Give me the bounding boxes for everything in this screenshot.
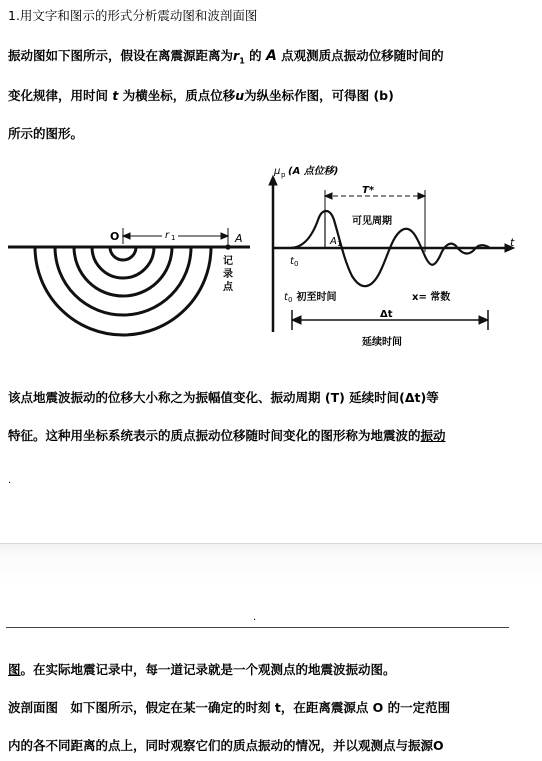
y-axis-paren: (A 点位移) — [288, 166, 339, 177]
seismic-figure — [0, 160, 542, 360]
first-arrival-sub: 0 — [288, 296, 293, 304]
page-gap — [0, 543, 542, 583]
recorder-char-2: 录 — [223, 269, 233, 280]
recorder-char-1: 记 — [223, 256, 233, 267]
horizontal-rule — [6, 627, 509, 628]
wavefront-arc-2 — [92, 247, 154, 278]
recorder-char-3: 点 — [223, 282, 233, 293]
stray-dot-2: · — [253, 615, 257, 626]
amplitude-sub: 1 — [337, 240, 342, 248]
x-axis-label: t — [510, 236, 515, 249]
underlined-text: 振动 — [420, 428, 446, 443]
wavefront-diagram — [8, 228, 250, 335]
distance-label-sub: 1 — [171, 234, 176, 242]
wavefront-arc-3 — [74, 247, 172, 296]
math-A: A — [265, 48, 277, 64]
text-run: 点观测质点振动位移随时间的 — [276, 48, 444, 63]
y-axis-label: μ — [274, 166, 281, 177]
paragraph-2-line-2 — [8, 426, 446, 444]
paragraph-4-line-1: 波剖面图 如下图所示，假定在某一确定的时刻 t，在距离震源点 O 的一定范围 — [8, 700, 451, 715]
text-run: 特征。这种用坐标系统表示的质点振动位移随时间变化的图形称为地震波的 — [8, 428, 421, 443]
distance-arrowhead-left — [123, 233, 130, 239]
y-axis-arrowhead — [269, 176, 277, 185]
paragraph-3-line-1 — [8, 660, 396, 678]
period-arrowhead-left — [325, 193, 332, 199]
amplitude-label: A — [330, 236, 337, 247]
wavefront-arc-1 — [110, 247, 136, 260]
duration-arrowhead-left — [292, 316, 301, 324]
point-label-A: A — [235, 232, 243, 245]
section-heading: 1.用文字和图示的形式分析震动图和波剖面图 — [8, 8, 258, 23]
page-gap-border — [0, 543, 542, 544]
constant-text: x= 常数 — [412, 292, 451, 303]
period-arrowhead-right — [418, 193, 425, 199]
paragraph-1-line-2 — [8, 86, 394, 104]
text-run: 为纵坐标作图，可得图 (b) — [244, 88, 394, 103]
math-r: r — [233, 48, 240, 63]
origin-label-O: O — [110, 230, 120, 243]
text-run: 的 — [244, 48, 266, 63]
math-u: u — [235, 88, 245, 103]
first-arrival-text: 初至时间 — [293, 292, 337, 303]
paragraph-1-line-3: 所示的图形。 — [8, 126, 84, 141]
math-sub: 1 — [239, 56, 245, 66]
first-arrival-t: t — [284, 292, 288, 303]
math-t: t — [112, 88, 119, 103]
recording-point-marker — [226, 245, 230, 249]
y-axis-sub: p — [281, 171, 286, 179]
distance-arrowhead-right — [221, 233, 228, 239]
text-run: 振动图如下图所示，假设在离震源距离为 — [8, 48, 234, 63]
paragraph-1-line-1 — [8, 46, 444, 66]
text-run: 变化规律，用时间 — [8, 88, 113, 103]
t0-sub: 0 — [294, 260, 299, 268]
stray-dot-1: · — [8, 478, 12, 489]
duration-label: Δt — [380, 309, 393, 320]
duration-arrowhead-right — [479, 316, 488, 324]
t0-label: t — [290, 256, 294, 267]
paragraph-2-line-1: 该点地震波振动的位移大小称之为振幅值变化、振动周期 (T) 延续时间(Δt)等 — [8, 390, 439, 405]
text-run: 。在实际地震记录中，每一道记录就是一个观测点的地震波振动图。 — [20, 662, 396, 677]
distance-label-r: r — [165, 230, 170, 241]
underlined-text: 图 — [8, 662, 21, 677]
duration-text: 延续时间 — [362, 337, 402, 348]
paragraph-4-line-2: 内的各不同距离的点上，同时观察它们的质点振动的情况，并以观测点与振源O — [8, 738, 444, 753]
period-label: T* — [362, 185, 375, 196]
text-run: 为横坐标，质点位移 — [118, 88, 236, 103]
visible-period-label: 可见周期 — [352, 216, 392, 227]
